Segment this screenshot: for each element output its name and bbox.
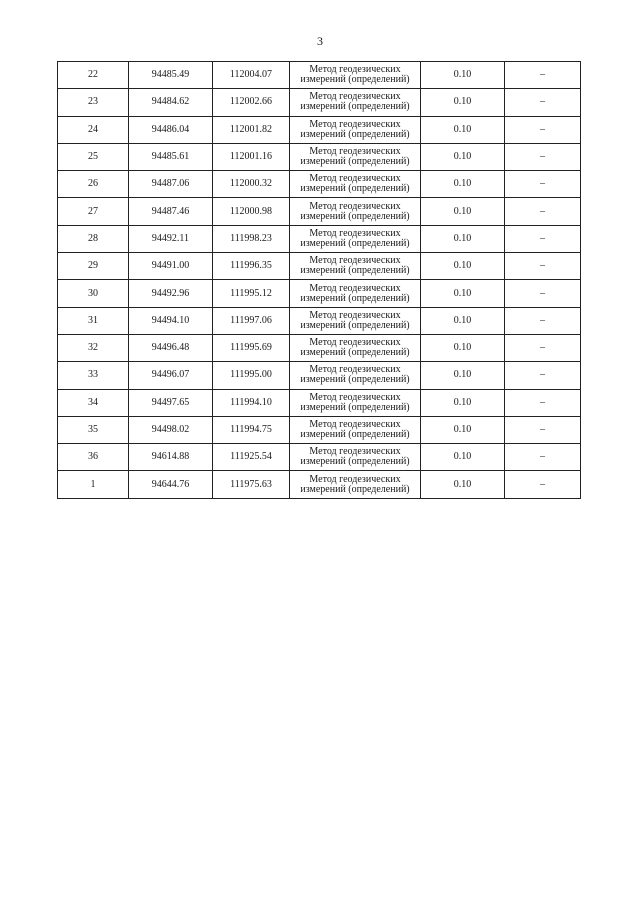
method-line-2: измерений (определений) (300, 101, 410, 113)
table-row (58, 198, 581, 225)
accuracy-cell: 0.10 (421, 143, 505, 170)
method-cell (290, 280, 421, 307)
method-line-2: измерений (определений) (300, 183, 410, 195)
y-coordinate-cell: 112000.98 (213, 198, 290, 225)
x-coordinate-cell: 94492.96 (129, 280, 213, 307)
method-cell (290, 444, 421, 471)
point-number-cell: 32 (58, 334, 129, 361)
point-number-cell: 35 (58, 416, 129, 443)
note-cell: – (505, 307, 581, 334)
method-line-1: Метод геодезических (309, 282, 401, 294)
method-line-1: Метод геодезических (309, 473, 401, 485)
accuracy-cell: 0.10 (421, 225, 505, 252)
table-row (58, 444, 581, 471)
method-line-1: Метод геодезических (309, 146, 401, 158)
method-cell (290, 225, 421, 252)
method-cell (290, 253, 421, 280)
table-row (58, 389, 581, 416)
x-coordinate-cell: 94496.48 (129, 334, 213, 361)
method-cell (290, 334, 421, 361)
x-coordinate-cell: 94487.46 (129, 198, 213, 225)
table-row (58, 253, 581, 280)
table-row (58, 171, 581, 198)
method-cell (290, 62, 421, 89)
y-coordinate-cell: 111995.69 (213, 334, 290, 361)
x-coordinate-cell: 94497.65 (129, 389, 213, 416)
coordinates-table (57, 61, 581, 499)
method-cell (290, 362, 421, 389)
y-coordinate-cell: 111995.12 (213, 280, 290, 307)
method-line-2: измерений (определений) (300, 156, 410, 168)
x-coordinate-cell: 94485.49 (129, 62, 213, 89)
point-number-cell: 34 (58, 389, 129, 416)
note-cell: – (505, 116, 581, 143)
table-row (58, 362, 581, 389)
y-coordinate-cell: 111994.75 (213, 416, 290, 443)
table-row (58, 143, 581, 170)
method-line-1: Метод геодезических (309, 364, 401, 376)
point-number-cell: 1 (58, 471, 129, 498)
note-cell: – (505, 280, 581, 307)
table-row (58, 225, 581, 252)
y-coordinate-cell: 111995.00 (213, 362, 290, 389)
point-number-cell: 27 (58, 198, 129, 225)
point-number-cell: 31 (58, 307, 129, 334)
accuracy-cell: 0.10 (421, 444, 505, 471)
table-row (58, 89, 581, 116)
x-coordinate-cell: 94491.00 (129, 253, 213, 280)
method-line-2: измерений (определений) (300, 347, 410, 359)
point-number-cell: 24 (58, 116, 129, 143)
method-line-2: измерений (определений) (300, 483, 410, 495)
method-line-1: Метод геодезических (309, 391, 401, 403)
accuracy-cell: 0.10 (421, 334, 505, 361)
method-cell (290, 389, 421, 416)
accuracy-cell: 0.10 (421, 116, 505, 143)
note-cell: – (505, 171, 581, 198)
accuracy-cell: 0.10 (421, 389, 505, 416)
method-cell (290, 307, 421, 334)
accuracy-cell: 0.10 (421, 416, 505, 443)
point-number-cell: 36 (58, 444, 129, 471)
x-coordinate-cell: 94486.04 (129, 116, 213, 143)
note-cell: – (505, 225, 581, 252)
method-line-2: измерений (определений) (300, 319, 410, 331)
point-number-cell: 28 (58, 225, 129, 252)
table-row (58, 471, 581, 498)
method-line-1: Метод геодезических (309, 419, 401, 430)
accuracy-cell: 0.10 (421, 307, 505, 334)
method-cell (290, 198, 421, 225)
note-cell: – (505, 471, 581, 498)
y-coordinate-cell: 111998.23 (213, 225, 290, 252)
accuracy-cell: 0.10 (421, 471, 505, 498)
method-line-1: Метод геодезических (309, 227, 401, 239)
table-row (58, 62, 581, 89)
table-row (58, 280, 581, 307)
x-coordinate-cell: 94487.06 (129, 171, 213, 198)
accuracy-cell: 0.10 (421, 62, 505, 89)
x-coordinate-cell: 94485.61 (129, 143, 213, 170)
method-line-2: измерений (определений) (300, 265, 410, 277)
method-line-1: Метод геодезических (309, 118, 401, 130)
y-coordinate-cell: 112001.16 (213, 143, 290, 170)
method-line-1: Метод геодезических (309, 446, 401, 458)
method-cell (290, 416, 421, 443)
y-coordinate-cell: 112004.07 (213, 62, 290, 89)
point-number-cell: 25 (58, 143, 129, 170)
table-row (58, 307, 581, 334)
point-number-cell: 22 (58, 62, 129, 89)
method-line-1: Метод геодезических (309, 255, 401, 267)
accuracy-cell: 0.10 (421, 89, 505, 116)
x-coordinate-cell: 94496.07 (129, 362, 213, 389)
method-line-2: измерений (определений) (300, 429, 410, 440)
accuracy-cell: 0.10 (421, 253, 505, 280)
method-line-1: Метод геодезических (309, 337, 401, 349)
x-coordinate-cell: 94614.88 (129, 444, 213, 471)
y-coordinate-cell: 111925.54 (213, 444, 290, 471)
x-coordinate-cell: 94492.11 (129, 225, 213, 252)
y-coordinate-cell: 111996.35 (213, 253, 290, 280)
method-line-2: измерений (определений) (300, 237, 410, 249)
note-cell: – (505, 89, 581, 116)
method-cell (290, 143, 421, 170)
method-line-1: Метод геодезических (309, 309, 401, 321)
method-cell (290, 89, 421, 116)
note-cell: – (505, 362, 581, 389)
method-line-1: Метод геодезических (309, 91, 401, 103)
method-line-2: измерений (определений) (300, 210, 410, 222)
note-cell: – (505, 444, 581, 471)
point-number-cell: 26 (58, 171, 129, 198)
method-line-1: Метод геодезических (309, 64, 401, 76)
note-cell: – (505, 389, 581, 416)
y-coordinate-cell: 111997.06 (213, 307, 290, 334)
method-cell (290, 116, 421, 143)
y-coordinate-cell: 112002.66 (213, 89, 290, 116)
accuracy-cell: 0.10 (421, 362, 505, 389)
point-number-cell: 30 (58, 280, 129, 307)
method-line-1: Метод геодезических (309, 200, 401, 212)
x-coordinate-cell: 94484.62 (129, 89, 213, 116)
method-line-2: измерений (определений) (300, 292, 410, 304)
method-line-2: измерений (определений) (300, 401, 410, 413)
y-coordinate-cell: 112000.32 (213, 171, 290, 198)
point-number-cell: 33 (58, 362, 129, 389)
note-cell: – (505, 253, 581, 280)
x-coordinate-cell: 94494.10 (129, 307, 213, 334)
point-number-cell: 23 (58, 89, 129, 116)
x-coordinate-cell: 94498.02 (129, 416, 213, 443)
note-cell: – (505, 334, 581, 361)
y-coordinate-cell: 111994.10 (213, 389, 290, 416)
method-line-2: измерений (определений) (300, 74, 410, 86)
page-number: 3 (317, 34, 323, 48)
accuracy-cell: 0.10 (421, 171, 505, 198)
note-cell: – (505, 416, 581, 443)
method-line-2: измерений (определений) (300, 456, 410, 468)
y-coordinate-cell: 112001.82 (213, 116, 290, 143)
table-row (58, 116, 581, 143)
point-number-cell: 29 (58, 253, 129, 280)
note-cell: – (505, 198, 581, 225)
x-coordinate-cell: 94644.76 (129, 471, 213, 498)
note-cell: – (505, 143, 581, 170)
method-line-2: измерений (определений) (300, 374, 410, 386)
table-row (58, 334, 581, 361)
method-line-2: измерений (определений) (300, 128, 410, 140)
y-coordinate-cell: 111975.63 (213, 471, 290, 498)
method-line-1: Метод геодезических (309, 173, 401, 185)
accuracy-cell: 0.10 (421, 280, 505, 307)
method-cell (290, 171, 421, 198)
note-cell: – (505, 62, 581, 89)
table-row (58, 416, 581, 443)
accuracy-cell: 0.10 (421, 198, 505, 225)
method-cell (290, 471, 421, 498)
